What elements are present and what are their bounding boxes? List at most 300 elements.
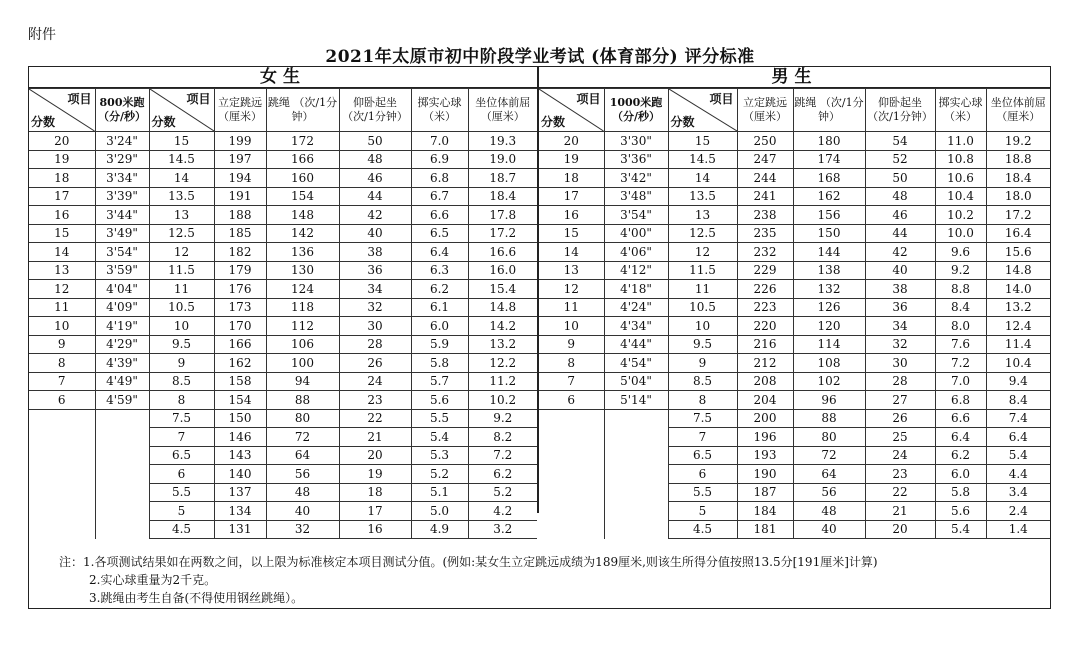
event-value-cell: 42 [339, 206, 411, 225]
event-value-cell: 25 [865, 428, 935, 447]
run-time-cell: 3'49" [95, 224, 149, 243]
run-time-cell: 4'29" [95, 335, 149, 354]
event-value-cell: 42 [865, 243, 935, 262]
event-score-cell: 10.5 [668, 298, 737, 317]
run-time-cell: 3'34" [95, 169, 149, 188]
event-score-cell: 7 [668, 428, 737, 447]
event-value-cell: 124 [266, 280, 339, 299]
event-score-cell: 14.5 [149, 150, 214, 169]
event-value-cell: 4.2 [468, 502, 537, 521]
run-score-cell: 19 [539, 150, 604, 169]
event-diagonal-header [149, 89, 214, 132]
event-value-cell: 9.2 [935, 261, 986, 280]
event-value-cell: 17.2 [986, 206, 1050, 225]
run-time-cell: 4'34" [604, 317, 668, 336]
empty-run-cell [95, 502, 149, 521]
score-label: 分数 [151, 115, 176, 129]
event-score-cell: 11.5 [149, 261, 214, 280]
event-value-cell: 24 [339, 372, 411, 391]
table-row [539, 243, 1050, 262]
event-value-cell: 247 [737, 150, 793, 169]
run-score-cell: 10 [539, 317, 604, 336]
empty-run-cell [539, 502, 604, 521]
event-value-cell: 5.4 [986, 446, 1050, 465]
run-score-cell: 13 [539, 261, 604, 280]
event-value-cell: 193 [737, 446, 793, 465]
empty-run-cell [95, 409, 149, 428]
table-row [29, 465, 537, 484]
event-score-cell: 10.5 [149, 298, 214, 317]
event-value-cell: 5.8 [411, 354, 468, 373]
event-value-cell: 21 [865, 502, 935, 521]
table-row [539, 261, 1050, 280]
event-score-cell: 12 [668, 243, 737, 262]
table-row [539, 483, 1050, 502]
score-table-frame [28, 66, 1051, 609]
event-diagonal-header [668, 89, 737, 132]
event-value-cell: 181 [737, 520, 793, 539]
run-score-cell: 12 [29, 280, 95, 299]
item-label: 项目 [186, 92, 211, 106]
event-value-cell: 64 [266, 446, 339, 465]
event-value-cell: 194 [214, 169, 266, 188]
run-score-cell: 14 [539, 243, 604, 262]
event-value-cell: 176 [214, 280, 266, 299]
event-value-cell: 6.4 [935, 428, 986, 447]
event-value-cell: 16.6 [468, 243, 537, 262]
run-score-cell: 15 [539, 224, 604, 243]
empty-run-cell [95, 483, 149, 502]
run-score-cell: 18 [539, 169, 604, 188]
run-score-cell: 20 [539, 132, 604, 151]
event-value-cell: 250 [737, 132, 793, 151]
table-row [29, 391, 537, 410]
event-header: 立定跳远（厘米） [737, 89, 793, 132]
event-value-cell: 40 [339, 224, 411, 243]
table-row [29, 483, 537, 502]
table-row [29, 502, 537, 521]
run-score-cell: 7 [539, 372, 604, 391]
table-row [539, 391, 1050, 410]
event-value-cell: 17.2 [468, 224, 537, 243]
event-value-cell: 162 [793, 187, 865, 206]
event-header: 跳绳 （次/1分钟） [793, 89, 865, 132]
event-value-cell: 100 [266, 354, 339, 373]
event-value-cell: 30 [339, 317, 411, 336]
event-value-cell: 34 [339, 280, 411, 299]
event-score-cell: 11 [668, 280, 737, 299]
event-value-cell: 179 [214, 261, 266, 280]
event-value-cell: 148 [266, 206, 339, 225]
table-row [539, 465, 1050, 484]
event-value-cell: 48 [793, 502, 865, 521]
event-value-cell: 44 [865, 224, 935, 243]
event-value-cell: 5.1 [411, 483, 468, 502]
score-label: 分数 [541, 115, 566, 129]
empty-run-cell [539, 446, 604, 465]
event-value-cell: 18.8 [986, 150, 1050, 169]
event-value-cell: 7.4 [986, 409, 1050, 428]
run-time-cell: 3'42" [604, 169, 668, 188]
run-score-cell: 9 [539, 335, 604, 354]
event-value-cell: 232 [737, 243, 793, 262]
event-value-cell: 8.4 [986, 391, 1050, 410]
empty-run-cell [604, 520, 668, 539]
event-value-cell: 19.3 [468, 132, 537, 151]
female-section [29, 67, 539, 537]
event-value-cell: 173 [214, 298, 266, 317]
table-row [539, 409, 1050, 428]
event-value-cell: 20 [865, 520, 935, 539]
event-value-cell: 238 [737, 206, 793, 225]
event-value-cell: 52 [865, 150, 935, 169]
event-value-cell: 5.3 [411, 446, 468, 465]
run-time-cell: 5'14" [604, 391, 668, 410]
event-value-cell: 14.0 [986, 280, 1050, 299]
run-event-header: 1000米跑（分/秒） [604, 89, 668, 132]
empty-run-cell [29, 465, 95, 484]
run-time-cell: 4'44" [604, 335, 668, 354]
event-value-cell: 220 [737, 317, 793, 336]
event-value-cell: 130 [266, 261, 339, 280]
event-value-cell: 48 [266, 483, 339, 502]
event-value-cell: 102 [793, 372, 865, 391]
table-row [29, 169, 537, 188]
event-value-cell: 162 [214, 354, 266, 373]
run-time-cell: 5'04" [604, 372, 668, 391]
table-row [539, 520, 1050, 539]
event-score-cell: 14.5 [668, 150, 737, 169]
event-value-cell: 150 [793, 224, 865, 243]
event-value-cell: 158 [214, 372, 266, 391]
table-row [29, 520, 537, 539]
event-value-cell: 20 [339, 446, 411, 465]
event-value-cell: 216 [737, 335, 793, 354]
run-score-cell: 8 [29, 354, 95, 373]
empty-run-cell [95, 446, 149, 465]
table-row [539, 446, 1050, 465]
run-score-cell: 19 [29, 150, 95, 169]
event-value-cell: 46 [339, 169, 411, 188]
run-score-cell: 8 [539, 354, 604, 373]
event-score-cell: 5.5 [668, 483, 737, 502]
event-value-cell: 6.7 [411, 187, 468, 206]
event-value-cell: 5.2 [468, 483, 537, 502]
event-value-cell: 14.8 [986, 261, 1050, 280]
event-value-cell: 6.4 [411, 243, 468, 262]
male-section [539, 67, 1050, 537]
event-score-cell: 11 [149, 280, 214, 299]
run-time-cell: 4'06" [604, 243, 668, 262]
event-value-cell: 5.5 [411, 409, 468, 428]
event-value-cell: 142 [266, 224, 339, 243]
table-row [29, 224, 537, 243]
event-value-cell: 28 [339, 335, 411, 354]
event-header: 坐位体前屈（厘米） [468, 89, 537, 132]
event-value-cell: 6.0 [935, 465, 986, 484]
event-value-cell: 40 [793, 520, 865, 539]
event-value-cell: 13.2 [468, 335, 537, 354]
event-value-cell: 17.8 [468, 206, 537, 225]
event-value-cell: 50 [339, 132, 411, 151]
run-time-cell: 4'24" [604, 298, 668, 317]
event-value-cell: 229 [737, 261, 793, 280]
table-row [539, 187, 1050, 206]
event-value-cell: 11.4 [986, 335, 1050, 354]
run-time-cell: 3'59" [95, 261, 149, 280]
run-time-cell: 4'04" [95, 280, 149, 299]
female-header-row [29, 89, 537, 132]
event-value-cell: 196 [737, 428, 793, 447]
event-value-cell: 32 [339, 298, 411, 317]
empty-run-cell [29, 446, 95, 465]
empty-run-cell [604, 483, 668, 502]
event-value-cell: 19 [339, 465, 411, 484]
event-value-cell: 166 [214, 335, 266, 354]
event-value-cell: 6.6 [411, 206, 468, 225]
event-value-cell: 15.4 [468, 280, 537, 299]
event-score-cell: 14 [668, 169, 737, 188]
event-score-cell: 7.5 [668, 409, 737, 428]
event-value-cell: 1.4 [986, 520, 1050, 539]
event-score-cell: 9 [668, 354, 737, 373]
event-value-cell: 22 [339, 409, 411, 428]
run-score-cell: 13 [29, 261, 95, 280]
event-score-cell: 8.5 [149, 372, 214, 391]
table-row [29, 446, 537, 465]
event-value-cell: 36 [339, 261, 411, 280]
empty-run-cell [604, 428, 668, 447]
event-score-cell: 4.5 [149, 520, 214, 539]
event-value-cell: 187 [737, 483, 793, 502]
event-value-cell: 32 [865, 335, 935, 354]
event-value-cell: 10.4 [986, 354, 1050, 373]
event-value-cell: 3.2 [468, 520, 537, 539]
event-score-cell: 6.5 [668, 446, 737, 465]
event-value-cell: 6.2 [468, 465, 537, 484]
run-score-cell: 16 [29, 206, 95, 225]
run-time-cell: 4'12" [604, 261, 668, 280]
empty-run-cell [29, 428, 95, 447]
document-title: 2021年太原市初中阶段学业考试 (体育部分) 评分标准 [325, 47, 755, 67]
table-row [539, 372, 1050, 391]
note-3: 3.跳绳由考生自备(不得使用钢丝跳绳）。 [89, 591, 304, 605]
event-value-cell: 10.4 [935, 187, 986, 206]
event-value-cell: 12.2 [468, 354, 537, 373]
score-label: 分数 [31, 115, 56, 129]
event-value-cell: 3.4 [986, 483, 1050, 502]
event-value-cell: 80 [793, 428, 865, 447]
run-score-cell: 12 [539, 280, 604, 299]
run-score-cell: 14 [29, 243, 95, 262]
event-value-cell: 19.0 [468, 150, 537, 169]
event-value-cell: 212 [737, 354, 793, 373]
event-score-cell: 8 [668, 391, 737, 410]
event-score-cell: 5 [149, 502, 214, 521]
event-value-cell: 6.8 [935, 391, 986, 410]
run-time-cell: 3'54" [604, 206, 668, 225]
event-score-cell: 9.5 [149, 335, 214, 354]
male-heading: 男生 [539, 67, 1050, 88]
table-row [539, 354, 1050, 373]
event-value-cell: 21 [339, 428, 411, 447]
event-value-cell: 200 [737, 409, 793, 428]
run-time-cell: 3'39" [95, 187, 149, 206]
event-value-cell: 24 [865, 446, 935, 465]
event-value-cell: 14.2 [468, 317, 537, 336]
event-value-cell: 146 [214, 428, 266, 447]
event-value-cell: 244 [737, 169, 793, 188]
event-value-cell: 6.0 [411, 317, 468, 336]
item-label: 项目 [576, 92, 601, 106]
table-row [29, 409, 537, 428]
event-value-cell: 6.4 [986, 428, 1050, 447]
event-value-cell: 132 [793, 280, 865, 299]
event-score-cell: 13 [668, 206, 737, 225]
empty-run-cell [604, 465, 668, 484]
event-score-cell: 9 [149, 354, 214, 373]
empty-run-cell [95, 428, 149, 447]
score-label: 分数 [670, 115, 695, 129]
event-value-cell: 137 [214, 483, 266, 502]
event-value-cell: 9.6 [935, 243, 986, 262]
event-value-cell: 56 [793, 483, 865, 502]
event-score-cell: 7.5 [149, 409, 214, 428]
event-header: 立定跳远（厘米） [214, 89, 266, 132]
run-time-cell: 4'39" [95, 354, 149, 373]
event-value-cell: 80 [266, 409, 339, 428]
event-header: 掷实心球（米） [411, 89, 468, 132]
event-value-cell: 154 [266, 187, 339, 206]
empty-run-cell [29, 483, 95, 502]
run-time-cell: 3'36" [604, 150, 668, 169]
run-score-cell: 9 [29, 335, 95, 354]
event-value-cell: 64 [793, 465, 865, 484]
run-time-cell: 3'29" [95, 150, 149, 169]
event-value-cell: 18.4 [986, 169, 1050, 188]
event-value-cell: 8.0 [935, 317, 986, 336]
run-score-cell: 6 [539, 391, 604, 410]
event-value-cell: 154 [214, 391, 266, 410]
event-value-cell: 38 [339, 243, 411, 262]
event-value-cell: 50 [865, 169, 935, 188]
run-score-cell: 10 [29, 317, 95, 336]
run-time-cell: 4'54" [604, 354, 668, 373]
event-value-cell: 6.1 [411, 298, 468, 317]
event-value-cell: 190 [737, 465, 793, 484]
event-value-cell: 172 [266, 132, 339, 151]
event-value-cell: 19.2 [986, 132, 1050, 151]
event-score-cell: 6.5 [149, 446, 214, 465]
event-value-cell: 120 [793, 317, 865, 336]
event-score-cell: 9.5 [668, 335, 737, 354]
event-value-cell: 10.8 [935, 150, 986, 169]
male-table [539, 88, 1050, 539]
event-value-cell: 6.6 [935, 409, 986, 428]
run-score-cell: 20 [29, 132, 95, 151]
event-value-cell: 40 [266, 502, 339, 521]
event-value-cell: 22 [865, 483, 935, 502]
event-value-cell: 13.2 [986, 298, 1050, 317]
run-score-cell: 17 [29, 187, 95, 206]
event-value-cell: 143 [214, 446, 266, 465]
table-row [29, 187, 537, 206]
event-value-cell: 11.2 [468, 372, 537, 391]
event-value-cell: 5.8 [935, 483, 986, 502]
event-value-cell: 10.6 [935, 169, 986, 188]
run-time-cell: 4'49" [95, 372, 149, 391]
event-value-cell: 48 [339, 150, 411, 169]
run-time-cell: 4'18" [604, 280, 668, 299]
event-score-cell: 12.5 [668, 224, 737, 243]
event-score-cell: 15 [149, 132, 214, 151]
event-value-cell: 118 [266, 298, 339, 317]
event-value-cell: 9.2 [468, 409, 537, 428]
event-value-cell: 88 [266, 391, 339, 410]
event-value-cell: 188 [214, 206, 266, 225]
event-value-cell: 4.9 [411, 520, 468, 539]
event-score-cell: 12.5 [149, 224, 214, 243]
event-value-cell: 170 [214, 317, 266, 336]
empty-run-cell [539, 409, 604, 428]
event-value-cell: 223 [737, 298, 793, 317]
event-value-cell: 136 [266, 243, 339, 262]
table-row [539, 335, 1050, 354]
event-value-cell: 5.4 [411, 428, 468, 447]
table-row [539, 224, 1050, 243]
event-value-cell: 26 [865, 409, 935, 428]
event-value-cell: 44 [339, 187, 411, 206]
event-value-cell: 180 [793, 132, 865, 151]
event-value-cell: 12.4 [986, 317, 1050, 336]
event-value-cell: 16 [339, 520, 411, 539]
event-value-cell: 88 [793, 409, 865, 428]
event-value-cell: 5.7 [411, 372, 468, 391]
event-value-cell: 106 [266, 335, 339, 354]
run-score-cell: 11 [539, 298, 604, 317]
run-score-cell: 6 [29, 391, 95, 410]
event-value-cell: 138 [793, 261, 865, 280]
notes [59, 553, 878, 607]
empty-run-cell [29, 520, 95, 539]
event-value-cell: 114 [793, 335, 865, 354]
event-value-cell: 18.0 [986, 187, 1050, 206]
run-score-cell: 17 [539, 187, 604, 206]
event-value-cell: 7.0 [411, 132, 468, 151]
event-value-cell: 16.0 [468, 261, 537, 280]
event-value-cell: 56 [266, 465, 339, 484]
event-score-cell: 14 [149, 169, 214, 188]
run-score-cell: 15 [29, 224, 95, 243]
event-value-cell: 28 [865, 372, 935, 391]
table-row [539, 317, 1050, 336]
event-value-cell: 17 [339, 502, 411, 521]
run-score-cell: 11 [29, 298, 95, 317]
event-score-cell: 4.5 [668, 520, 737, 539]
empty-run-cell [539, 483, 604, 502]
event-value-cell: 6.9 [411, 150, 468, 169]
event-value-cell: 7.2 [935, 354, 986, 373]
event-value-cell: 10.0 [935, 224, 986, 243]
event-header: 跳绳 （次/1分钟） [266, 89, 339, 132]
note-2: 2.实心球重量为2千克。 [89, 573, 217, 587]
event-value-cell: 174 [793, 150, 865, 169]
table-row [29, 206, 537, 225]
event-value-cell: 241 [737, 187, 793, 206]
table-row [539, 132, 1050, 151]
event-header: 仰卧起坐（次/1分钟） [339, 89, 411, 132]
event-value-cell: 144 [793, 243, 865, 262]
